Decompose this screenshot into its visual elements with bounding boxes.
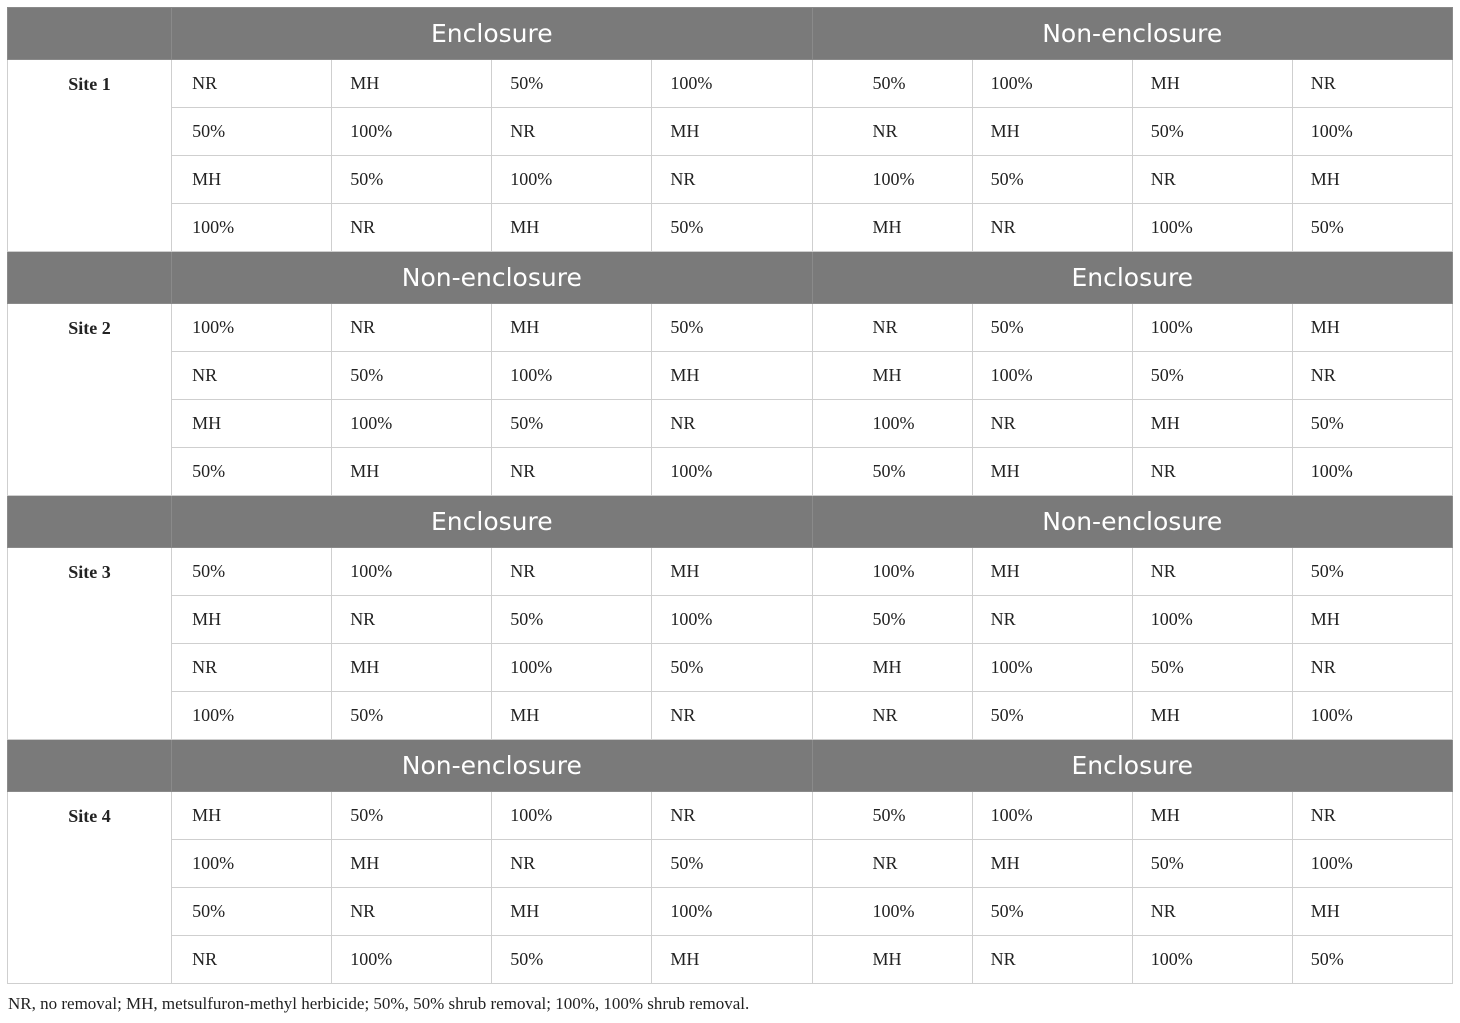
table-row: [8, 644, 1453, 692]
treatment-cell: NR: [172, 936, 332, 984]
treatment-cell: MH: [172, 156, 332, 204]
site-label: Site 3: [8, 548, 172, 740]
treatment-cell: 100%: [332, 548, 492, 596]
group-header-row: [8, 8, 1453, 60]
table-row: [8, 692, 1453, 740]
table-row: [8, 840, 1453, 888]
treatment-cell: 50%: [652, 304, 812, 352]
treatment-cell: 100%: [972, 352, 1132, 400]
treatment-cell: MH: [652, 108, 812, 156]
treatment-cell: 50%: [972, 888, 1132, 936]
treatment-cell: NR: [652, 792, 812, 840]
treatment-cell: NR: [1132, 156, 1292, 204]
group-header-right: Non-enclosure: [812, 8, 1452, 60]
table-row: [8, 304, 1453, 352]
table-body: [8, 8, 1453, 984]
treatment-cell: NR: [652, 156, 812, 204]
group-header-row: [8, 496, 1453, 548]
treatment-cell: NR: [972, 936, 1132, 984]
treatment-cell: MH: [812, 936, 972, 984]
treatment-cell: 100%: [1132, 936, 1292, 984]
treatment-cell: 100%: [332, 400, 492, 448]
treatment-cell: NR: [172, 644, 332, 692]
treatment-cell: NR: [1292, 352, 1452, 400]
treatment-cell: 100%: [1292, 448, 1452, 496]
treatment-cell: 100%: [1292, 692, 1452, 740]
treatment-cell: NR: [972, 596, 1132, 644]
treatment-cell: MH: [1132, 400, 1292, 448]
treatment-cell: MH: [1292, 156, 1452, 204]
treatment-cell: 100%: [652, 596, 812, 644]
treatment-cell: 100%: [652, 888, 812, 936]
treatment-cell: NR: [812, 840, 972, 888]
group-header-blank-cell: [8, 8, 172, 60]
treatment-cell: 100%: [492, 156, 652, 204]
treatment-cell: 50%: [172, 108, 332, 156]
treatment-cell: 100%: [652, 60, 812, 108]
site-label: Site 4: [8, 792, 172, 984]
treatment-cell: NR: [332, 304, 492, 352]
treatment-cell: 50%: [172, 888, 332, 936]
treatment-cell: 100%: [812, 548, 972, 596]
treatment-cell: 50%: [652, 840, 812, 888]
treatment-cell: 50%: [492, 400, 652, 448]
treatment-cell: NR: [172, 60, 332, 108]
treatment-cell: 50%: [972, 304, 1132, 352]
treatment-cell: NR: [972, 204, 1132, 252]
treatment-cell: MH: [972, 840, 1132, 888]
treatment-cell: NR: [1292, 60, 1452, 108]
treatment-cell: MH: [172, 400, 332, 448]
group-header-left: Non-enclosure: [172, 740, 812, 792]
table-row: [8, 936, 1453, 984]
treatment-cell: 50%: [812, 792, 972, 840]
table-row: [8, 400, 1453, 448]
treatment-cell: MH: [172, 596, 332, 644]
treatment-cell: MH: [1132, 792, 1292, 840]
treatment-cell: MH: [332, 60, 492, 108]
treatment-cell: 50%: [812, 596, 972, 644]
treatment-cell: NR: [1292, 644, 1452, 692]
treatment-cell: 100%: [1132, 204, 1292, 252]
treatment-cell: 100%: [172, 304, 332, 352]
treatment-cell: MH: [492, 204, 652, 252]
site-label: Site 1: [8, 60, 172, 252]
treatment-cell: 100%: [332, 108, 492, 156]
treatment-cell: MH: [972, 108, 1132, 156]
treatment-cell: 100%: [972, 60, 1132, 108]
treatment-cell: 100%: [492, 644, 652, 692]
treatment-cell: MH: [172, 792, 332, 840]
table-row: [8, 108, 1453, 156]
treatment-cell: MH: [492, 304, 652, 352]
treatment-cell: NR: [332, 204, 492, 252]
treatment-cell: 100%: [332, 936, 492, 984]
treatment-cell: MH: [332, 644, 492, 692]
treatment-cell: 100%: [172, 840, 332, 888]
site-label: Site 2: [8, 304, 172, 496]
table-row: [8, 156, 1453, 204]
table-row: [8, 888, 1453, 936]
treatment-cell: 100%: [1292, 840, 1452, 888]
treatment-cell: 100%: [812, 156, 972, 204]
table-row: [8, 548, 1453, 596]
treatment-cell: 50%: [172, 548, 332, 596]
treatment-cell: NR: [812, 692, 972, 740]
treatment-cell: 100%: [972, 792, 1132, 840]
treatment-cell: 50%: [1132, 352, 1292, 400]
treatment-cell: 100%: [1132, 596, 1292, 644]
treatment-cell: 100%: [972, 644, 1132, 692]
treatment-cell: 50%: [1292, 400, 1452, 448]
treatment-cell: 50%: [652, 644, 812, 692]
group-header-blank-cell: [8, 496, 172, 548]
treatment-cell: 50%: [972, 156, 1132, 204]
treatment-cell: 50%: [1292, 548, 1452, 596]
treatment-cell: MH: [1292, 888, 1452, 936]
group-header-left: Enclosure: [172, 496, 812, 548]
treatment-cell: MH: [1292, 596, 1452, 644]
treatment-cell: MH: [1292, 304, 1452, 352]
treatment-cell: NR: [972, 400, 1132, 448]
treatment-cell: MH: [812, 352, 972, 400]
table-row: [8, 792, 1453, 840]
treatment-cell: NR: [332, 888, 492, 936]
table-row: [8, 448, 1453, 496]
treatment-cell: 100%: [492, 792, 652, 840]
treatment-cell: MH: [492, 692, 652, 740]
treatment-cell: 50%: [492, 936, 652, 984]
group-header-right: Non-enclosure: [812, 496, 1452, 548]
treatment-cell: 50%: [1292, 204, 1452, 252]
treatment-cell: NR: [652, 692, 812, 740]
group-header-row: [8, 252, 1453, 304]
treatment-cell: MH: [492, 888, 652, 936]
treatment-cell: MH: [652, 936, 812, 984]
treatment-cell: MH: [332, 448, 492, 496]
treatment-cell: NR: [332, 596, 492, 644]
treatment-cell: 100%: [172, 692, 332, 740]
treatment-cell: NR: [492, 548, 652, 596]
treatment-cell: MH: [652, 548, 812, 596]
treatment-cell: 50%: [972, 692, 1132, 740]
treatment-cell: MH: [972, 448, 1132, 496]
treatment-cell: MH: [1132, 692, 1292, 740]
treatment-cell: 100%: [1292, 108, 1452, 156]
treatment-cell: NR: [492, 108, 652, 156]
treatment-cell: 50%: [1132, 644, 1292, 692]
treatment-cell: 50%: [332, 692, 492, 740]
table-row: [8, 204, 1453, 252]
table-row: [8, 60, 1453, 108]
treatment-cell: NR: [1132, 448, 1292, 496]
treatment-cell: MH: [332, 840, 492, 888]
treatment-cell: MH: [1132, 60, 1292, 108]
treatment-cell: MH: [972, 548, 1132, 596]
group-header-row: [8, 740, 1453, 792]
treatment-cell: NR: [1292, 792, 1452, 840]
group-header-right: Enclosure: [812, 740, 1452, 792]
table-row: [8, 352, 1453, 400]
group-header-blank-cell: [8, 252, 172, 304]
treatment-cell: 50%: [332, 792, 492, 840]
table-footnote: NR, no removal; MH, metsulfuron-methyl herbicide; 50%, 50% shrub removal; 100%, 100% shrub removal.: [8, 994, 750, 1013]
table-row: [8, 596, 1453, 644]
treatment-cell: NR: [1132, 548, 1292, 596]
treatment-cell: MH: [652, 352, 812, 400]
treatment-cell: 100%: [1132, 304, 1292, 352]
treatment-cell: NR: [492, 448, 652, 496]
treatment-cell: NR: [812, 108, 972, 156]
treatment-cell: 50%: [812, 60, 972, 108]
treatment-cell: NR: [1132, 888, 1292, 936]
treatment-cell: 50%: [492, 596, 652, 644]
treatment-cell: 100%: [812, 400, 972, 448]
treatment-cell: 50%: [1292, 936, 1452, 984]
treatment-cell: 100%: [652, 448, 812, 496]
treatment-cell: NR: [812, 304, 972, 352]
treatment-cell: 100%: [492, 352, 652, 400]
treatment-cell: 50%: [172, 448, 332, 496]
treatment-cell: NR: [652, 400, 812, 448]
treatment-cell: 100%: [812, 888, 972, 936]
group-header-left: Enclosure: [172, 8, 812, 60]
treatment-cell: 50%: [1132, 108, 1292, 156]
treatment-cell: NR: [492, 840, 652, 888]
treatment-layout-table: [7, 7, 1453, 984]
treatment-cell: 50%: [1132, 840, 1292, 888]
group-header-right: Enclosure: [812, 252, 1452, 304]
treatment-cell: 50%: [332, 156, 492, 204]
treatment-cell: NR: [172, 352, 332, 400]
treatment-cell: 50%: [492, 60, 652, 108]
treatment-cell: 50%: [332, 352, 492, 400]
treatment-cell: MH: [812, 644, 972, 692]
treatment-cell: 100%: [172, 204, 332, 252]
treatment-cell: 50%: [812, 448, 972, 496]
group-header-left: Non-enclosure: [172, 252, 812, 304]
treatment-cell: MH: [812, 204, 972, 252]
group-header-blank-cell: [8, 740, 172, 792]
treatment-cell: 50%: [652, 204, 812, 252]
